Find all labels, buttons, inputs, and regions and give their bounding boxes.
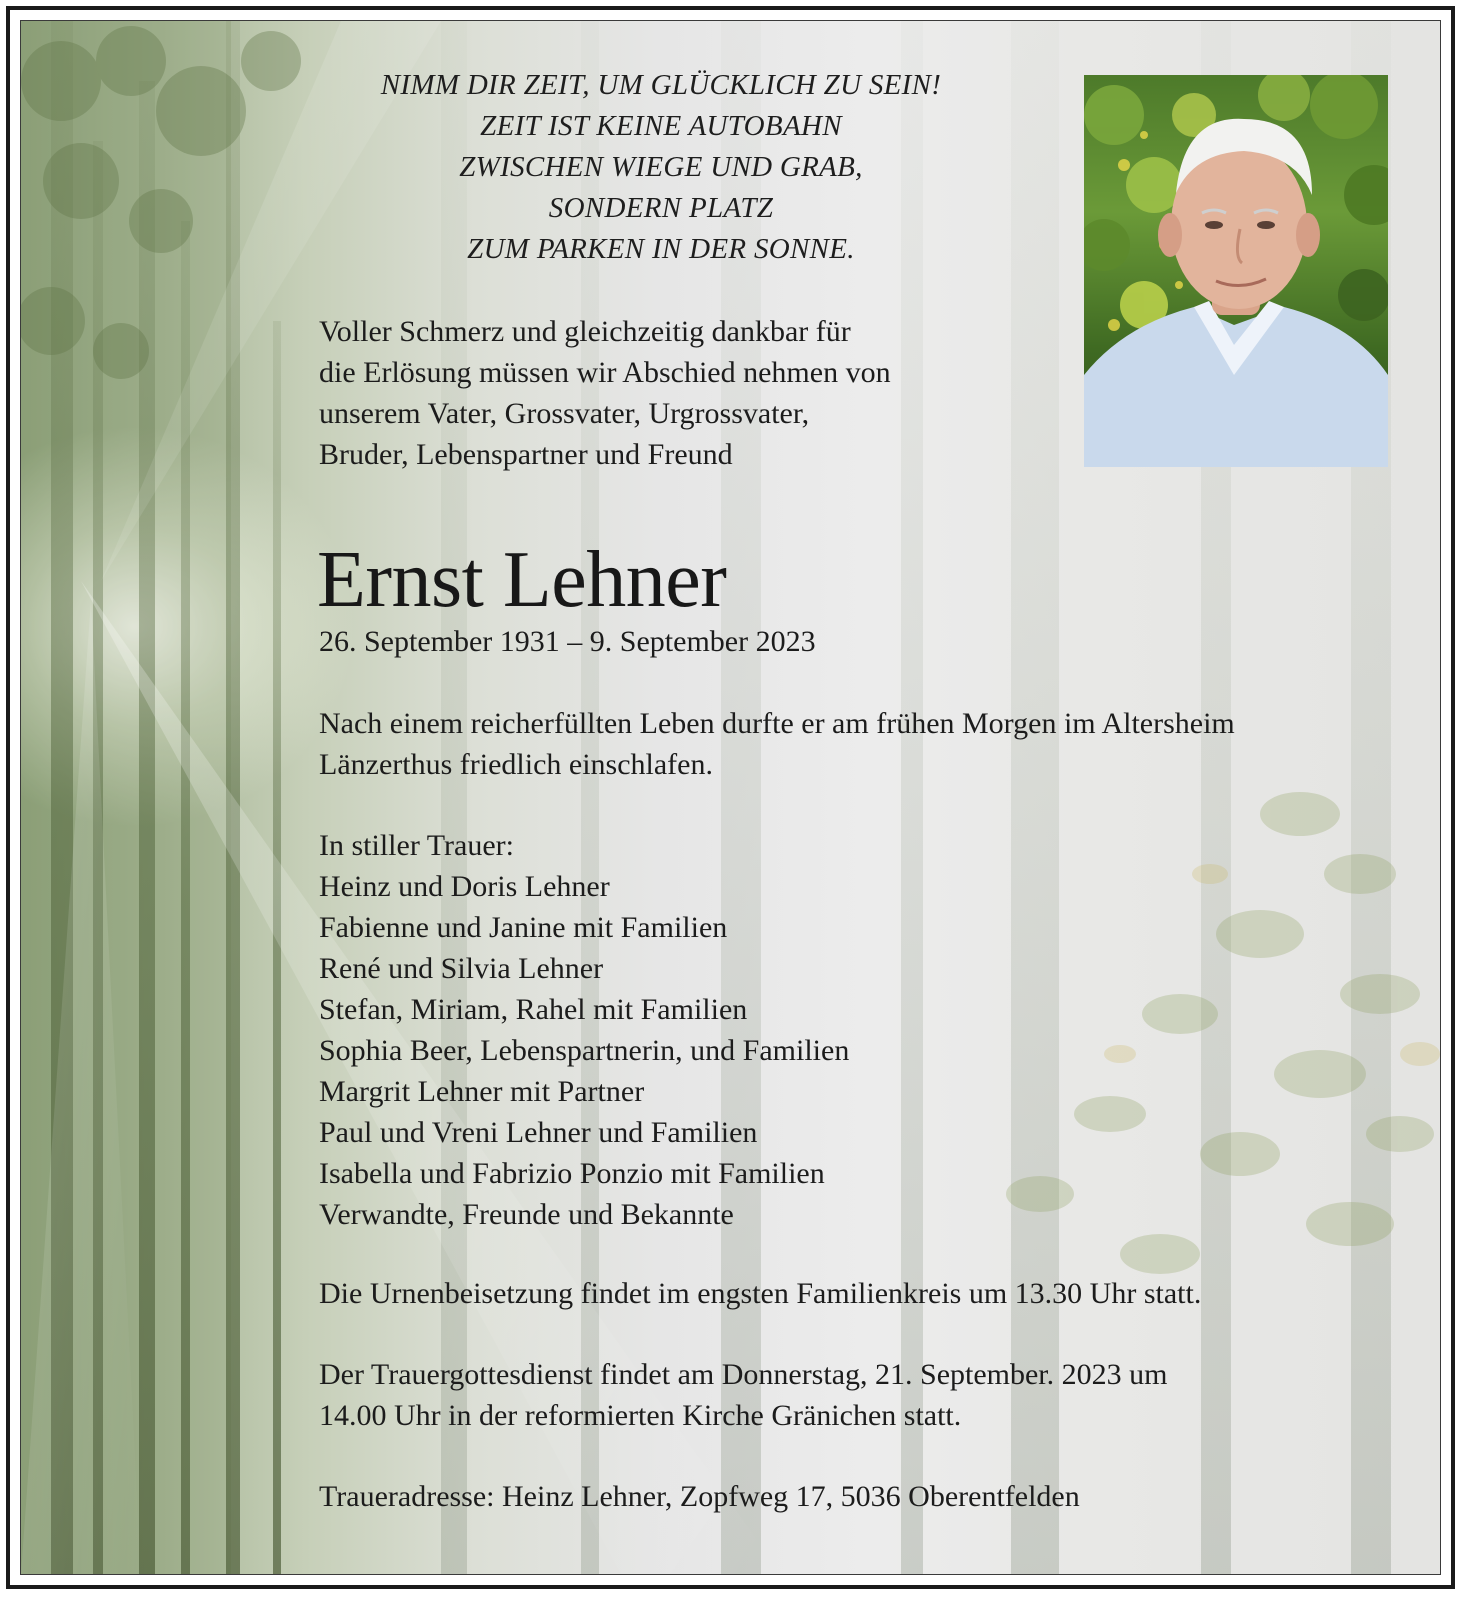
mourner-entry: Isabella und Fabrizio Ponzio mit Familien <box>319 1157 825 1190</box>
mourners-list <box>319 825 849 1235</box>
intro-text <box>319 311 891 475</box>
passing-text <box>319 703 1235 785</box>
address-line: Traueradresse: Heinz Lehner, Zopfweg 17, 5036 Oberentfelden <box>319 1480 1080 1513</box>
intro-line: Bruder, Lebenspartner und Freund <box>319 438 733 471</box>
service-notice <box>319 1354 1167 1436</box>
intro-line: unserem Vater, Grossvater, Urgrossvater, <box>319 397 810 430</box>
mourner-entry: Stefan, Miriam, Rahel mit Familien <box>319 993 748 1026</box>
deceased-name: Ernst Lehner <box>317 536 727 624</box>
mourner-entry: Paul und Vreni Lehner und Familien <box>319 1116 758 1149</box>
motto <box>321 65 1001 270</box>
motto-line: ZWISCHEN WIEGE UND GRAB, <box>459 151 863 183</box>
mourner-entry: Heinz und Doris Lehner <box>319 870 610 903</box>
motto-line: SONDERN PLATZ <box>548 192 774 224</box>
mourner-entry: Verwandte, Freunde und Bekannte <box>319 1198 734 1231</box>
mourner-entry: Sophia Beer, Lebenspartnerin, und Familien <box>319 1034 850 1067</box>
service-line: Der Trauergottesdienst findet am Donnerstag, 21. September. 2023 um <box>319 1358 1168 1391</box>
passing-line: Nach einem reicherfüllten Leben durfte er am frühen Morgen im Altersheim <box>319 707 1235 740</box>
leaf-decoration <box>880 754 1440 1574</box>
motto-line: NIMM DIR ZEIT, UM GLÜCKLICH ZU SEIN! <box>380 69 942 101</box>
mourner-entry: Fabienne und Janine mit Familien <box>319 911 728 944</box>
passing-line: Länzerthus friedlich einschlafen. <box>319 748 713 781</box>
motto-line: ZEIT IST KEINE AUTOBAHN <box>480 110 842 142</box>
burial-notice <box>319 1273 1201 1314</box>
obituary-frame <box>6 6 1455 1589</box>
mourner-entry: René und Silvia Lehner <box>319 952 604 985</box>
obituary-card <box>20 20 1441 1575</box>
intro-line: die Erlösung müssen wir Abschied nehmen von <box>319 356 891 389</box>
service-line: 14.00 Uhr in der reformierten Kirche Gränichen statt. <box>319 1399 962 1432</box>
life-dates: 26. September 1931 – 9. September 2023 <box>319 625 816 658</box>
motto-line: ZUM PARKEN IN DER SONNE. <box>467 233 855 265</box>
burial-line: Die Urnenbeisetzung findet im engsten Familienkreis um 13.30 Uhr statt. <box>319 1277 1202 1310</box>
mourners-heading: In stiller Trauer: <box>319 829 514 862</box>
mourner-entry: Margrit Lehner mit Partner <box>319 1075 645 1108</box>
mourning-address <box>319 1476 1080 1517</box>
portrait-photo <box>1084 75 1388 467</box>
intro-line: Voller Schmerz und gleichzeitig dankbar für <box>319 315 851 348</box>
